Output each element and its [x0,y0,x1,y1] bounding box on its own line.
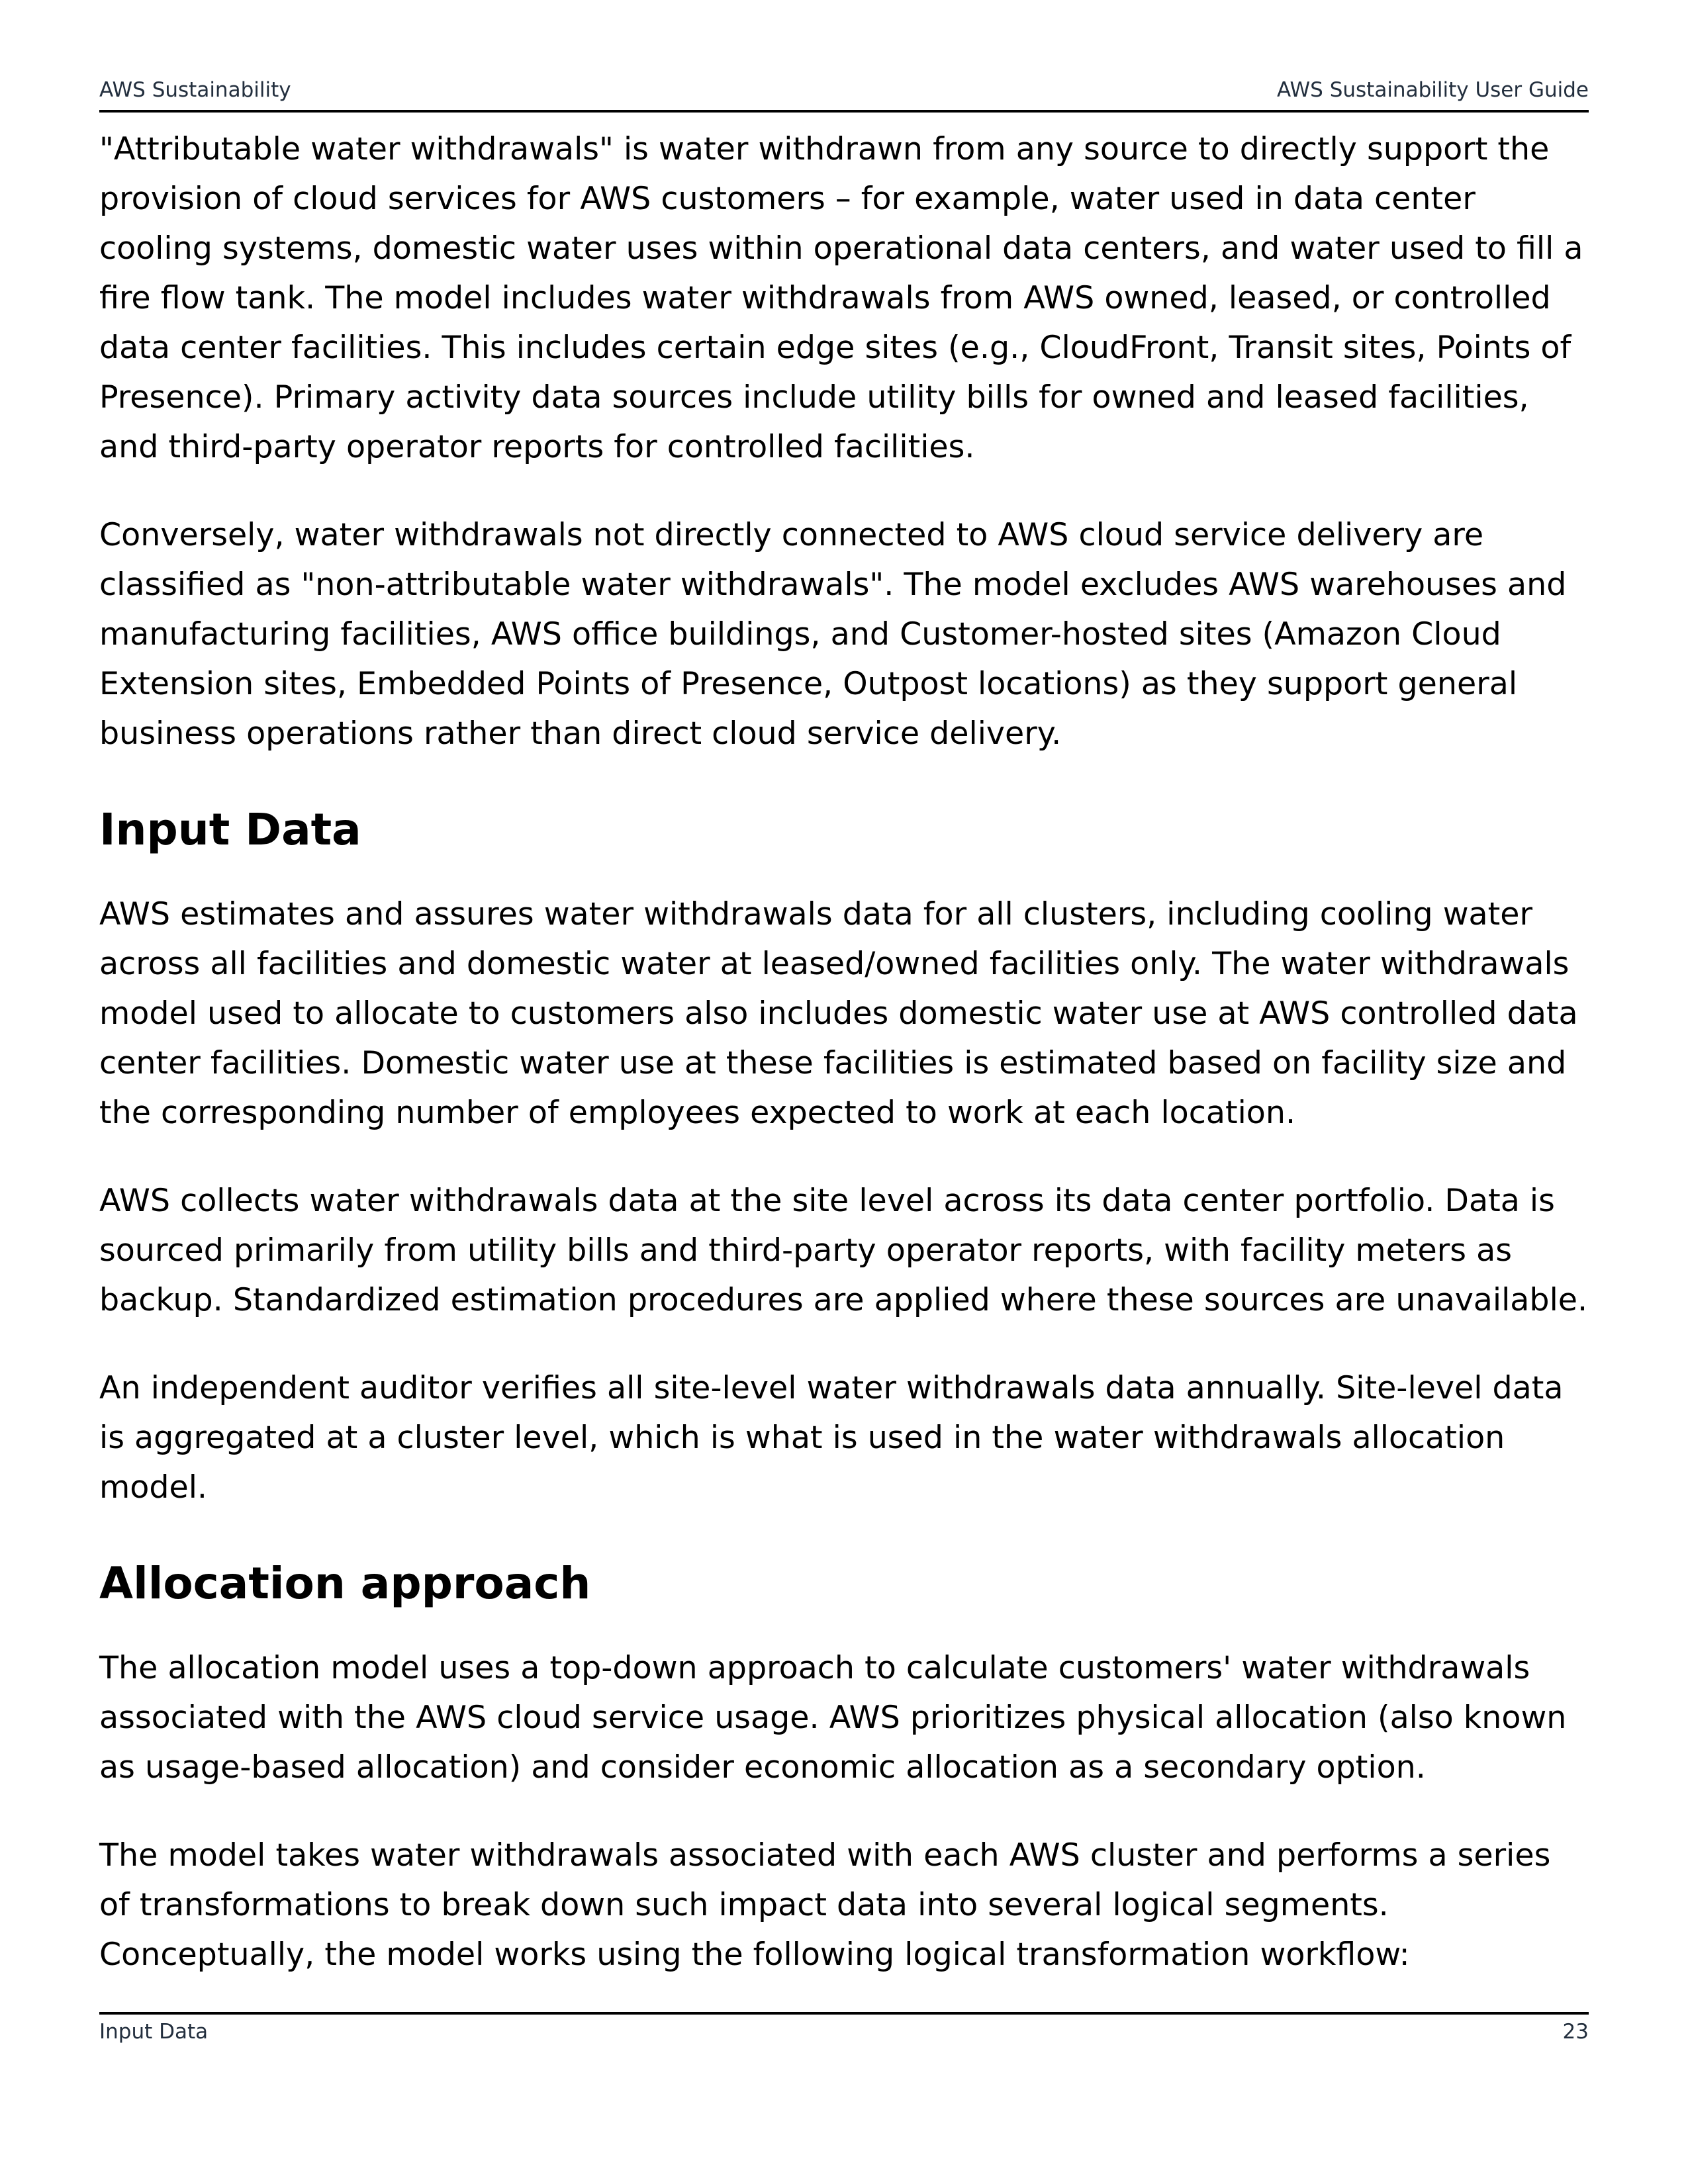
page-footer [99,2012,1589,2054]
page-number: 23 [1562,2020,1589,2044]
footer-section-title: Input Data [99,2020,209,2044]
paragraph-non-attributable: Conversely, water withdrawals not directly connected to AWS cloud service delivery are classified as "non-attributable water withdrawals". The model excludes AWS warehouses and manufacturing facilities, AWS office buildings, and Customer-hosted sites (Amazon Cloud Extension sites, Embedded Points of Presence, Outpost locations) as they support general business operations rather than direct cloud service delivery. [99,517,1567,752]
page-content [99,124,1589,2018]
section-heading-input-data: Input Data [99,804,361,855]
paragraph-allocation-model: The allocation model uses a top-down approach to calculate customers' water withdrawals associated with the AWS cloud service usage. AWS prioritizes physical allocation (also known as usage-based allocation) and consider economic allocation as a secondary option. [99,1650,1567,1786]
page-header [99,73,1589,113]
paragraph-estimates: AWS estimates and assures water withdrawals data for all clusters, including cooling water across all facilities and domestic water at leased/owned facilities only. The water withdrawals model used to allocate to customers also includes domestic water use at AWS controlled data center facilities. Domestic water use at these facilities is estimated based on facility size and the corresponding number of employees expected to work at each location. [99,896,1578,1131]
paragraph-attributable: "Attributable water withdrawals" is water withdrawn from any source to directly support the provision of cloud services for AWS customers – for example, water used in data center cooling systems, domestic water uses within operational data centers, and water used to fill a fire flow tank. The model includes water withdrawals from AWS owned, leased, or controlled data center facilities. This includes certain edge sites (e.g., CloudFront, Transit sites, Points of Presence). Primary activity data sources include utility bills for owned and leased facilities, and third-party operator reports for controlled facilities. [99,131,1583,465]
header-doc-title: AWS Sustainability [99,78,291,102]
paragraph-transformation: The model takes water withdrawals associated with each AWS cluster and performs a series of transformations to break down such impact data into several logical segments. Conceptually, the model works using the following logical transformation workflow: [99,1837,1551,1973]
paragraph-collection: AWS collects water withdrawals data at the site level across its data center portfolio. Data is sourced primarily from utility bills and third-party operator reports, with facility meters as backup. Standardized estimation procedures are applied where these sources are unavailable. [99,1183,1588,1318]
paragraph-auditor: An independent auditor verifies all site-level water withdrawals data annually. Site-level data is aggregated at a cluster level, which is what is used in the water withdrawals allocation model. [99,1370,1564,1506]
section-heading-allocation: Allocation approach [99,1558,591,1609]
header-guide-title: AWS Sustainability User Guide [1277,78,1589,102]
